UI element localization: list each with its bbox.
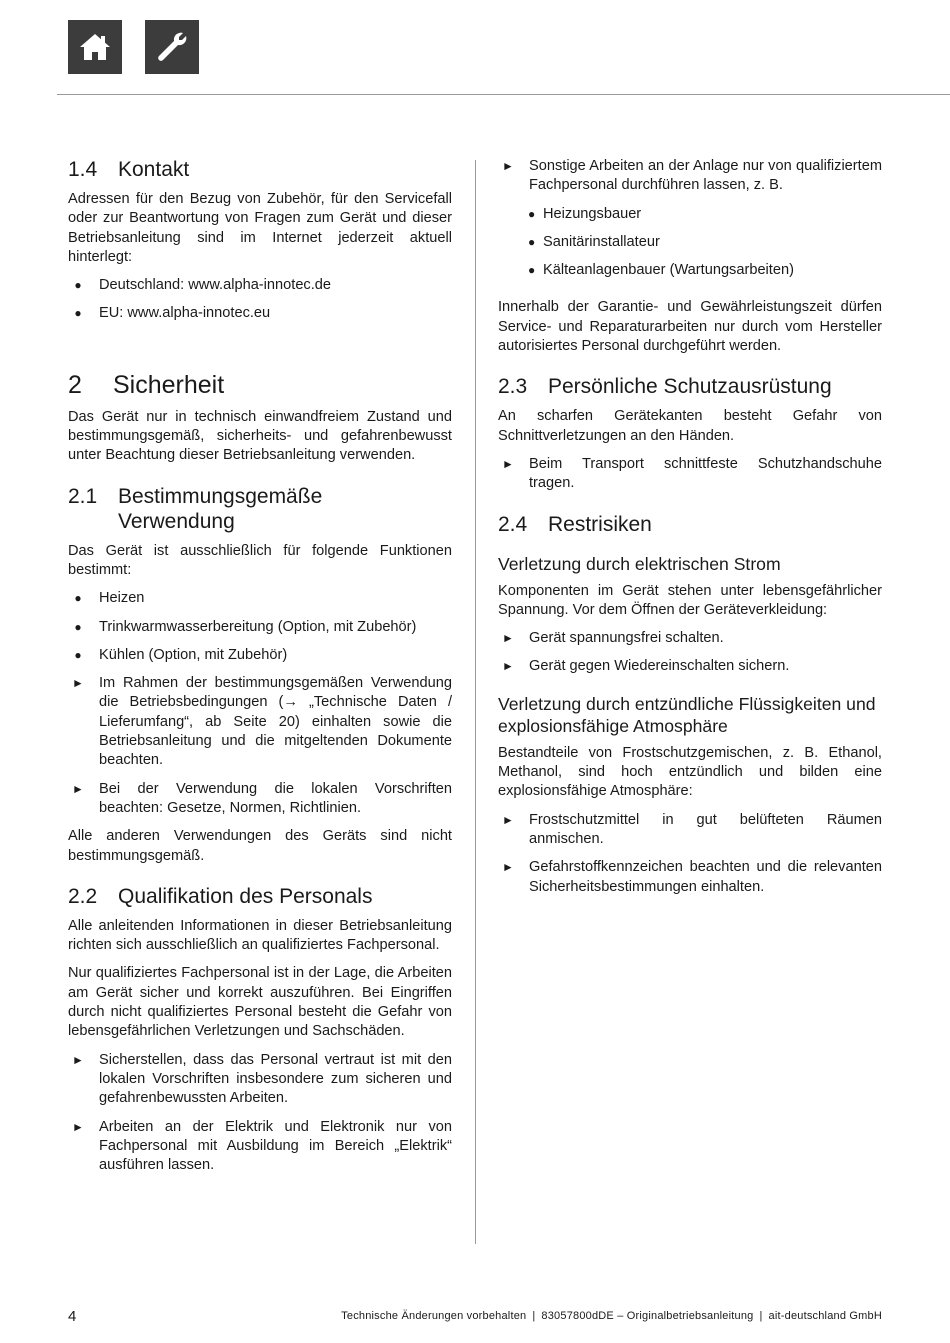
list-item (68, 646, 452, 665)
contact-link-de[interactable]: Deutschland: www.alpha-innotec.de (99, 277, 332, 294)
header-rule (57, 94, 950, 95)
step-text: Arbeiten an der Elektrik und Elektronik nur von Fachpersonal mit Ausbildung im Bereich „Elektrik“ ausführen lassen. (99, 1118, 452, 1174)
instruction-step (68, 1051, 452, 1109)
wrench-icon-button[interactable] (145, 20, 199, 74)
home-icon-button[interactable] (68, 20, 122, 74)
left-column (68, 157, 452, 1184)
arrow-icon: ► (72, 1052, 84, 1067)
step-text: Gefahrstoffkennzeichen beachten und die relevanten Sicherheitsbestimmungen einhalten. (529, 859, 882, 895)
instruction-step (498, 811, 882, 850)
step-text: Im Rahmen der bestimmungsgemäßen Verwendung die Betriebsbedingungen (→ „Technische Daten / Lieferumfang“, ab Seite 20) einhalten sowie die Betriebsanleitung und die mitgeltenden Dokumente beachten. (99, 675, 452, 769)
chapter-heading-2 (68, 370, 452, 400)
section-title: Kontakt (118, 158, 190, 181)
electric-intro: Komponenten im Gerät stehen unter lebensgefährlicher Spannung. Vor dem Öffnen der Geräteverkleidung: (498, 582, 882, 618)
step-text: Gerät gegen Wiedereinschalten sichern. (529, 658, 790, 675)
step-text: Gerät spannungsfrei schalten. (529, 630, 724, 647)
column-divider (475, 160, 476, 1244)
arrow-icon: ► (502, 631, 514, 646)
list-item-text: Heizen (99, 590, 145, 607)
section-heading-2-4 (498, 512, 882, 537)
arrow-icon: ► (72, 781, 84, 796)
qualification-steps-continued (498, 157, 882, 196)
bullet-icon: ● (74, 306, 82, 321)
section-heading-2-3 (498, 374, 882, 399)
list-item-text: Kühlen (Option, mit Zubehör) (99, 646, 288, 663)
arrow-icon: ► (72, 1119, 84, 1134)
step-text: Beim Transport schnittfeste Schutzhandschuhe tragen. (529, 455, 882, 492)
wrench-icon (154, 29, 190, 65)
list-item (68, 589, 452, 608)
qualification-steps (68, 1051, 452, 1176)
usage-function-list (68, 589, 452, 818)
bullet-icon: ● (528, 206, 536, 221)
arrow-icon: ► (72, 676, 84, 691)
arrow-icon: ► (502, 159, 514, 173)
step-text: Bei der Verwendung die lokalen Vorschriften beachten: Gesetze, Normen, Richtlinien. (99, 780, 452, 816)
section-number: 2.1 (68, 484, 98, 508)
protection-intro: An scharfen Gerätekanten besteht Gefahr von Schnittverletzungen an den Händen. (498, 408, 882, 444)
list-item-text: Heizungsbauer (543, 205, 642, 222)
instruction-step (498, 455, 882, 494)
list-item (68, 618, 452, 637)
section-number: 1.4 (68, 158, 98, 181)
footer-separator: | (532, 1310, 536, 1322)
footer-note: Technische Änderungen vorbehalten (341, 1310, 527, 1322)
qualification-paragraph-2: Nur qualifiziertes Fachpersonal ist in der Lage, die Arbeiten am Gerät sicher und korrekt auszuführen. Bei Eingriffen durch nicht qualifiziertes Personal besteht die Gefahr von lebensgefährlichen Verletzungen und Sachschäden. (68, 965, 452, 1040)
instruction-step (498, 157, 882, 196)
section-number: 2.4 (498, 512, 528, 536)
list-item (498, 233, 882, 252)
contact-list (68, 276, 452, 324)
bullet-icon: ● (528, 263, 536, 278)
electric-steps (498, 629, 882, 677)
instruction-step (68, 1118, 452, 1176)
trade-list (498, 205, 882, 281)
footer-separator: | (759, 1310, 763, 1322)
bullet-icon: ● (528, 234, 536, 249)
flammable-intro: Bestandteile von Frostschutzgemischen, z. B. Ethanol, Methanol, sind hoch entzündlich und bilden eine explosionsfähige Atmosphäre: (498, 744, 882, 800)
section-heading-2-1 (68, 484, 452, 534)
section-heading-1-4 (68, 157, 452, 182)
footer-company: ait-deutschland GmbH (768, 1310, 882, 1322)
section-number: 2.2 (68, 884, 98, 908)
subsection-title-electric: Verletzung durch elektrischen Strom (498, 553, 781, 574)
step-text: Frostschutzmittel in gut belüfteten Räumen anmischen. (529, 811, 882, 847)
usage-intro: Das Gerät ist ausschließlich für folgende Funktionen bestimmt: (68, 542, 452, 578)
arrow-icon: ► (502, 659, 514, 674)
protection-steps (498, 455, 882, 494)
list-item (68, 304, 452, 323)
contact-intro: Adressen für den Bezug von Zubehör, für den Servicefall oder zur Beantwortung von Fragen zum Gerät und dieser Betriebsanleitung sind im Internet jederzeit aktuell hinterlegt: (68, 191, 452, 265)
warranty-note: Innerhalb der Garantie- und Gewährleistungszeit dürfen Service- und Reparaturarbeiten nur durch vom Hersteller autorisiertes Personal durchgeführt werden. (498, 299, 882, 355)
section-heading-2-2 (68, 884, 452, 909)
instruction-step (498, 858, 882, 897)
flammable-steps (498, 811, 882, 897)
list-item-text: Kälteanlagenbauer (Wartungsarbeiten) (543, 262, 794, 279)
arrow-icon: ► (502, 812, 514, 827)
list-item (498, 261, 882, 280)
chapter-number: 2 (68, 370, 82, 399)
instruction-step (68, 674, 452, 770)
list-item-text: Sanitärinstallateur (543, 233, 660, 250)
home-icon (77, 29, 113, 65)
bullet-icon: ● (74, 647, 82, 662)
chapter-title: Sicherheit (113, 370, 225, 399)
list-item-text: Trinkwarmwasserbereitung (Option, mit Zubehör) (99, 618, 417, 635)
section-number: 2.3 (498, 375, 528, 399)
arrow-icon: ► (502, 456, 514, 471)
qualification-paragraph-1: Alle anleitenden Informationen in dieser Betriebsanleitung richten sich ausschließlich an qualifiziertes Fachpersonal. (68, 917, 452, 954)
contact-link-eu[interactable]: EU: www.alpha-innotec.eu (99, 305, 271, 322)
section-title: Restrisiken (548, 512, 652, 536)
footer-text (341, 1310, 882, 1322)
list-item (498, 205, 882, 224)
usage-outro: Alle anderen Verwendungen des Geräts sind nicht bestimmungsgemäß. (68, 828, 452, 864)
section-title: Qualifikation des Personals (118, 884, 373, 908)
instruction-step (68, 780, 452, 819)
arrow-icon: ► (502, 860, 514, 875)
section-title: Bestimmungsgemäße Verwendung (118, 484, 323, 533)
right-column (498, 157, 882, 906)
list-item (68, 276, 452, 295)
instruction-step (498, 629, 882, 648)
bullet-icon: ● (74, 619, 82, 634)
page-number: 4 (68, 1308, 77, 1325)
section-title: Persönliche Schutzausrüstung (548, 375, 832, 399)
footer-doc-id: 83057800dDE – Originalbetriebsanleitung (541, 1310, 754, 1322)
step-text: Sicherstellen, dass das Personal vertraut ist mit den lokalen Vorschriften insbesondere zum sicheren und gefahrenbewussten Arbeiten. (99, 1051, 452, 1107)
instruction-step (498, 657, 882, 676)
subsection-title-flammable: Verletzung durch entzündliche Flüssigkeiten und explosionsfähige Atmosphäre (498, 693, 876, 736)
safety-intro: Das Gerät nur in technisch einwandfreiem Zustand und bestimmungsgemäß, sicherheits- und gefahrenbewusst unter Beachtung dieser Betriebsanleitung verwenden. (68, 408, 452, 464)
step-text: Sonstige Arbeiten an der Anlage nur von qualifiziertem Fachpersonal durchführen lassen, z. B. (529, 158, 882, 194)
bullet-icon: ● (74, 278, 82, 293)
bullet-icon: ● (74, 591, 82, 606)
